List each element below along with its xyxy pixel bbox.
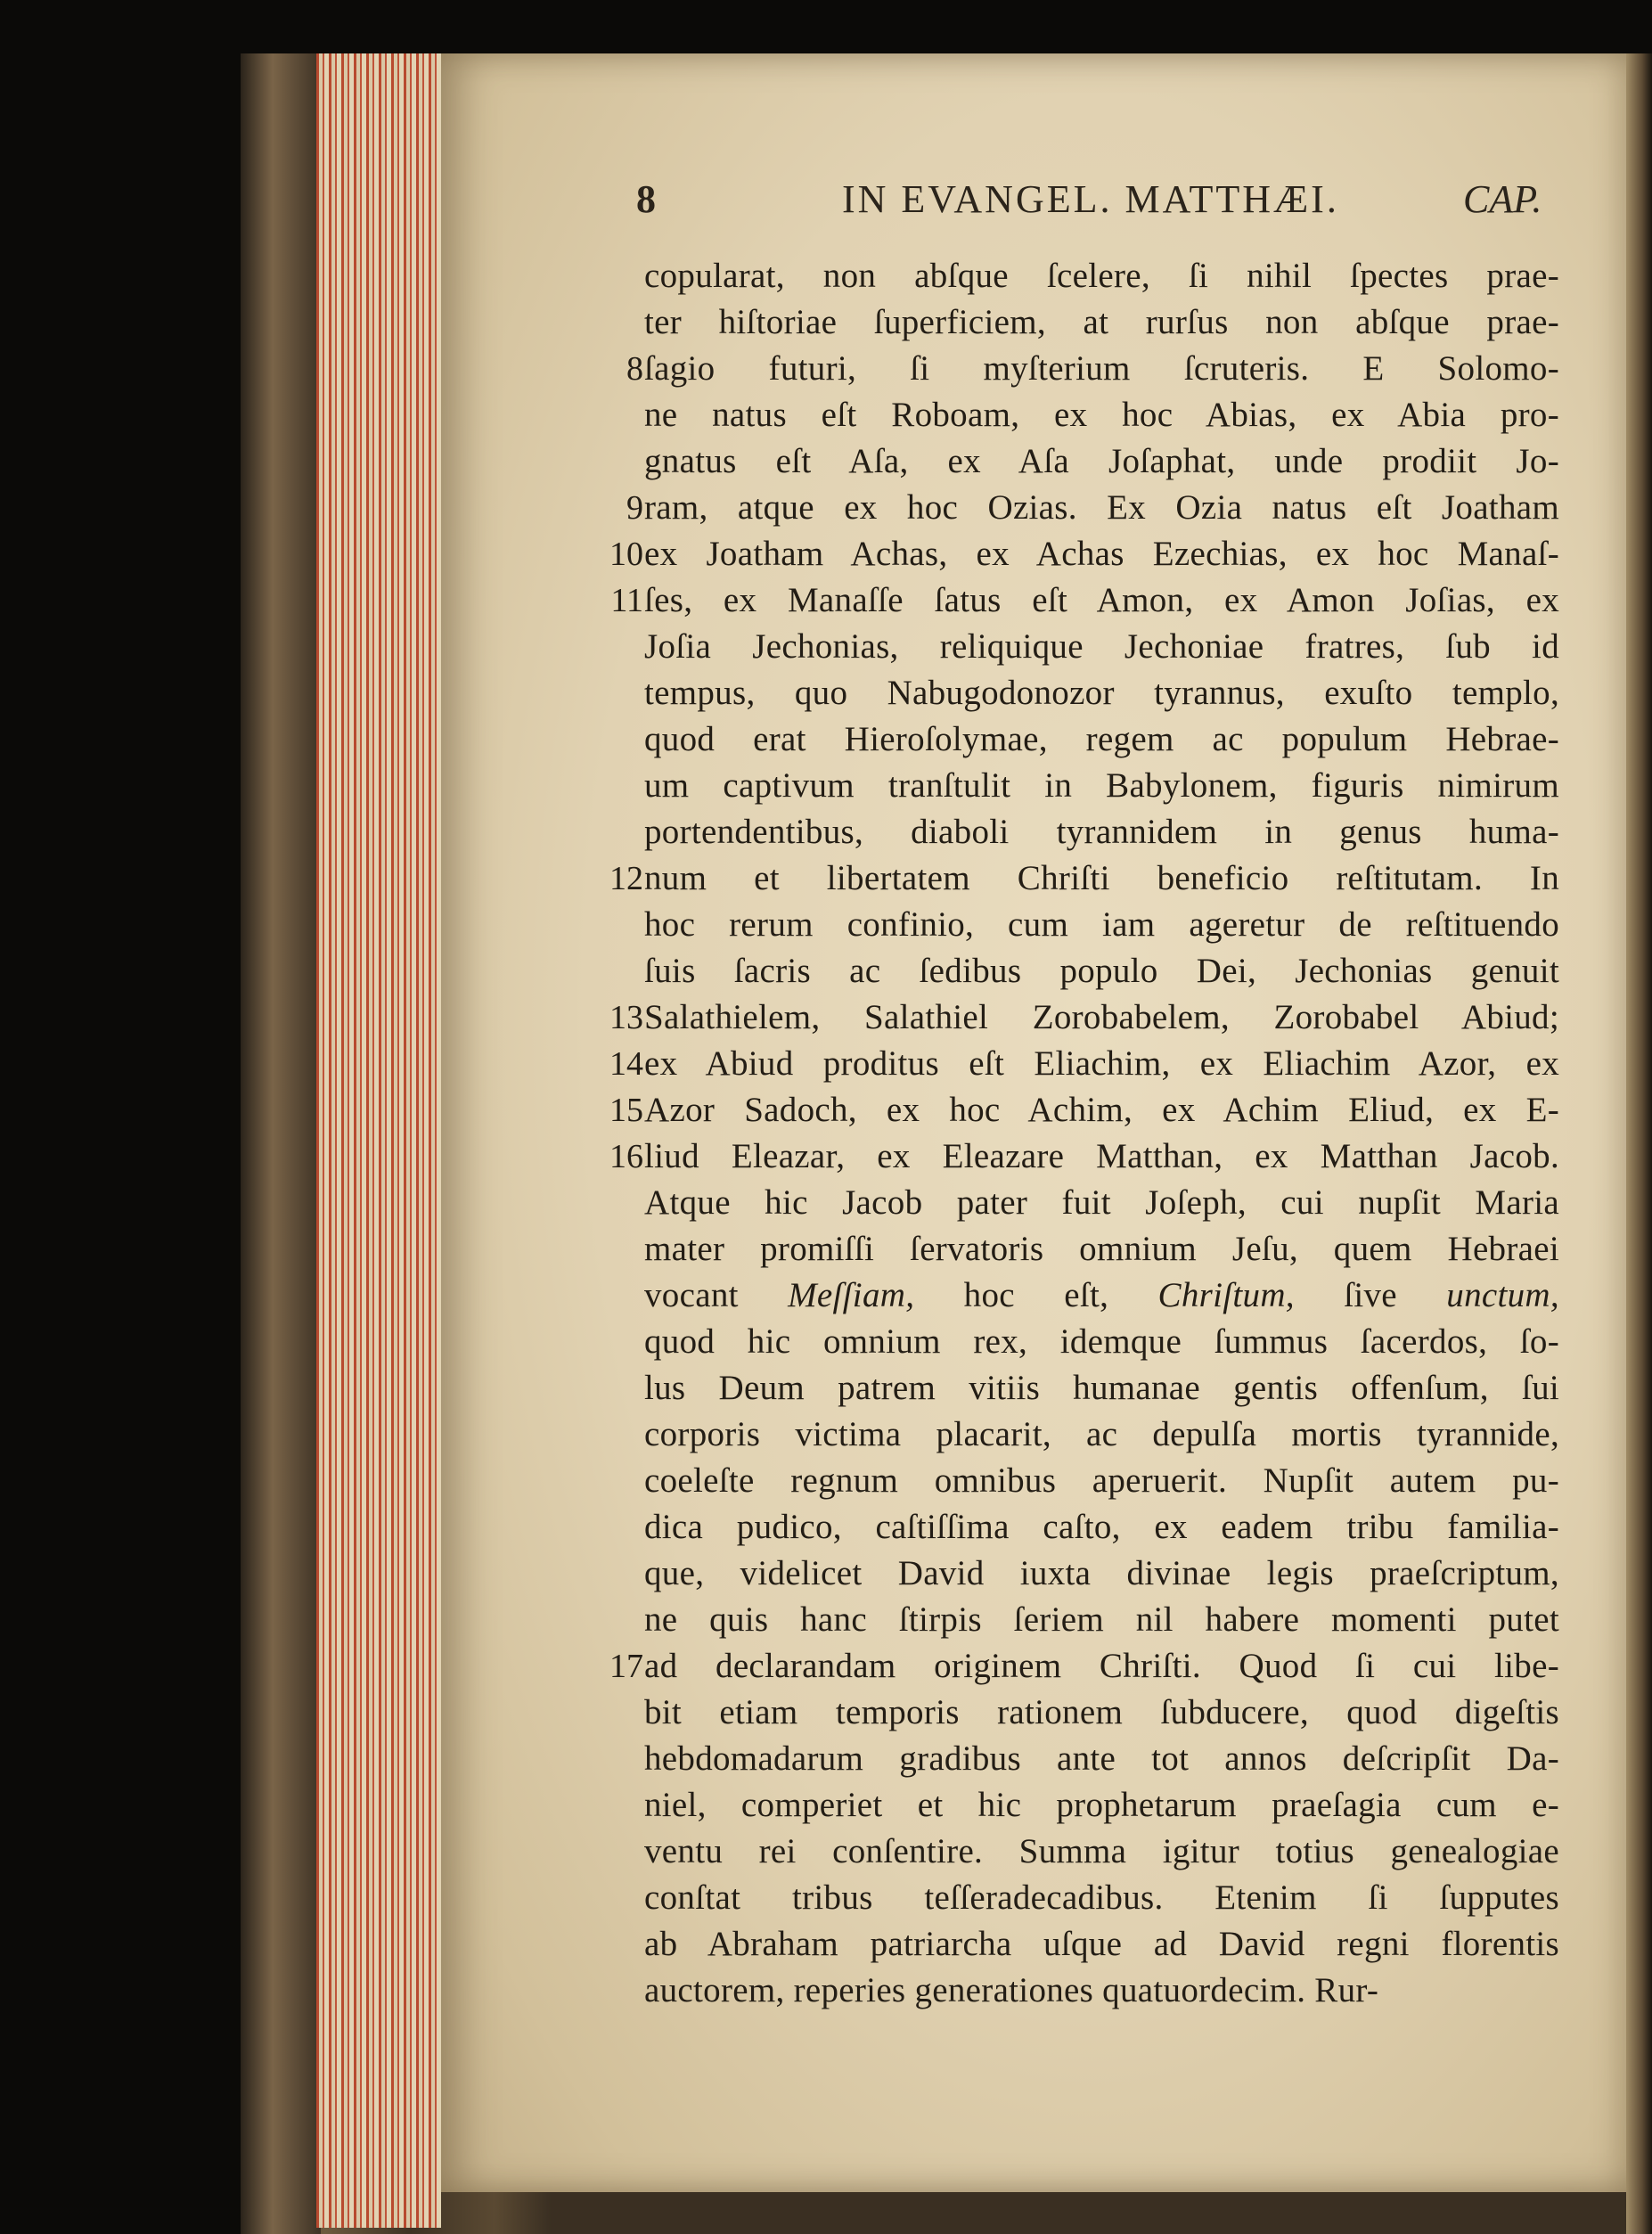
page-gutter bbox=[1626, 53, 1652, 2234]
text-line: mater promiſſi ſervatoris omnium Jeſu, quem Hebraei bbox=[644, 1230, 1559, 1268]
verse-number: 15 bbox=[609, 1092, 643, 1129]
text-run: ſive bbox=[1344, 1276, 1397, 1314]
text-line: copularat, non abſque ſcelere, ſi nihil ſpectes prae- bbox=[644, 257, 1559, 295]
text-line: ad declarandam originem Chriſti. Quod ſi cui libe- bbox=[644, 1647, 1559, 1685]
running-title: IN EVANGEL. MATTHÆI. bbox=[842, 177, 1339, 221]
text-line: lus Deum patrem vitiis humanae gentis offenſum, ſui bbox=[644, 1369, 1559, 1407]
text-line: dica pudico, caſtiſſima caſto, ex eadem tribu familia- bbox=[644, 1508, 1559, 1546]
text-line: bit etiam temporis rationem ſubducere, quod digeſtis bbox=[644, 1693, 1559, 1731]
text-run: vocant bbox=[644, 1276, 739, 1314]
text-line: Azor Sadoch, ex hoc Achim, ex Achim Eliud, ex E- bbox=[644, 1091, 1559, 1129]
text-line: liud Eleazar, ex Eleazare Matthan, ex Matthan Jacob. bbox=[644, 1137, 1559, 1175]
italic-term: Chriſtum, bbox=[1157, 1276, 1295, 1314]
text-line: ventu rei conſentire. Summa igitur totius genealogiae bbox=[644, 1832, 1559, 1870]
text-line: coeleſte regnum omnibus aperuerit. Nupſit autem pu- bbox=[644, 1461, 1559, 1500]
page-number: 8 bbox=[636, 177, 656, 221]
verse-number: 12 bbox=[609, 860, 643, 897]
text-line: ne quis hanc ſtirpis ſeriem nil habere momenti putet bbox=[644, 1600, 1559, 1639]
text-line: Salathielem, Salathiel Zorobabelem, Zorobabel Abiud; bbox=[644, 998, 1559, 1036]
verse-number: 9 bbox=[626, 489, 643, 527]
verse-number: 11 bbox=[610, 582, 643, 619]
text-line: portendentibus, diaboli tyrannidem in genus huma- bbox=[644, 813, 1559, 851]
verse-number: 17 bbox=[609, 1648, 643, 1685]
text-line: ſuis ſacris ac ſedibus populo Dei, Jechonias genuit bbox=[644, 952, 1559, 990]
text-line: auctorem, reperies generationes quatuordecim. Rur- bbox=[644, 1971, 1379, 2009]
page-edges bbox=[316, 53, 441, 2228]
text-line: ter hiſtoriae ſuperficiem, at rurſus non abſque prae- bbox=[644, 303, 1559, 341]
text-line: Atque hic Jacob pater fuit Joſeph, cui nupſit Maria bbox=[644, 1183, 1559, 1222]
verse-number: 10 bbox=[609, 536, 643, 573]
text-line: um captivum tranſtulit in Babylonem, figuris nimirum bbox=[644, 766, 1559, 805]
text-line: hebdomadarum gradibus ante tot annos deſcripſit Da- bbox=[644, 1739, 1559, 1778]
text-line: quod hic omnium rex, idemque ſummus ſacerdos, ſo- bbox=[644, 1322, 1559, 1361]
text-line: ſes, ex Manaſſe ſatus eſt Amon, ex Amon Joſias, ex bbox=[644, 581, 1559, 619]
text-line-mixed bbox=[644, 1273, 1559, 1318]
verse-number: 13 bbox=[609, 999, 643, 1036]
italic-term: unctum, bbox=[1446, 1276, 1559, 1314]
verse-number: 16 bbox=[609, 1138, 643, 1175]
text-line: ram, atque ex hoc Ozias. Ex Ozia natus eſt Joatham bbox=[644, 488, 1559, 527]
chapter-abbrev: CAP. bbox=[1463, 177, 1542, 221]
book-spine bbox=[241, 53, 321, 2234]
text-line: ex Abiud proditus eſt Eliachim, ex Eliachim Azor, ex bbox=[644, 1044, 1559, 1083]
text-line: quod erat Hieroſolymae, regem ac populum Hebrae- bbox=[644, 720, 1559, 758]
text-line: que, videlicet David iuxta divinae legis praeſcriptum, bbox=[644, 1554, 1559, 1592]
italic-term: Meſſiam, bbox=[788, 1276, 915, 1314]
verse-number: 8 bbox=[626, 350, 643, 388]
text-line: ex Joatham Achas, ex Achas Ezechias, ex hoc Manaſ- bbox=[644, 535, 1559, 573]
text-line: hoc rerum confinio, cum iam ageretur de reſtituendo bbox=[644, 905, 1559, 944]
text-line: num et libertatem Chriſti beneficio reſtitutam. In bbox=[644, 859, 1559, 897]
text-run: hoc eſt, bbox=[963, 1276, 1109, 1314]
verse-number: 14 bbox=[609, 1045, 643, 1083]
text-line: tempus, quo Nabugodonozor tyrannus, exuſto templo, bbox=[644, 674, 1559, 712]
text-line: conſtat tribus teſſeradecadibus. Etenim ſi ſupputes bbox=[644, 1878, 1559, 1917]
text-line: niel, comperiet et hic prophetarum praeſagia cum e- bbox=[644, 1786, 1559, 1824]
text-line: ne natus eſt Roboam, ex hoc Abias, ex Abia pro- bbox=[644, 396, 1559, 434]
text-line: ſagio futuri, ſi myſterium ſcruteris. E Solomo- bbox=[644, 349, 1559, 388]
text-line: corporis victima placarit, ac depulſa mortis tyrannide, bbox=[644, 1415, 1559, 1453]
text-line: Joſia Jechonias, reliquique Jechoniae fratres, ſub id bbox=[644, 627, 1559, 666]
text-line: ab Abraham patriarcha uſque ad David regni florentis bbox=[644, 1925, 1559, 1963]
text-line: gnatus eſt Aſa, ex Aſa Joſaphat, unde prodiit Jo- bbox=[644, 442, 1559, 480]
